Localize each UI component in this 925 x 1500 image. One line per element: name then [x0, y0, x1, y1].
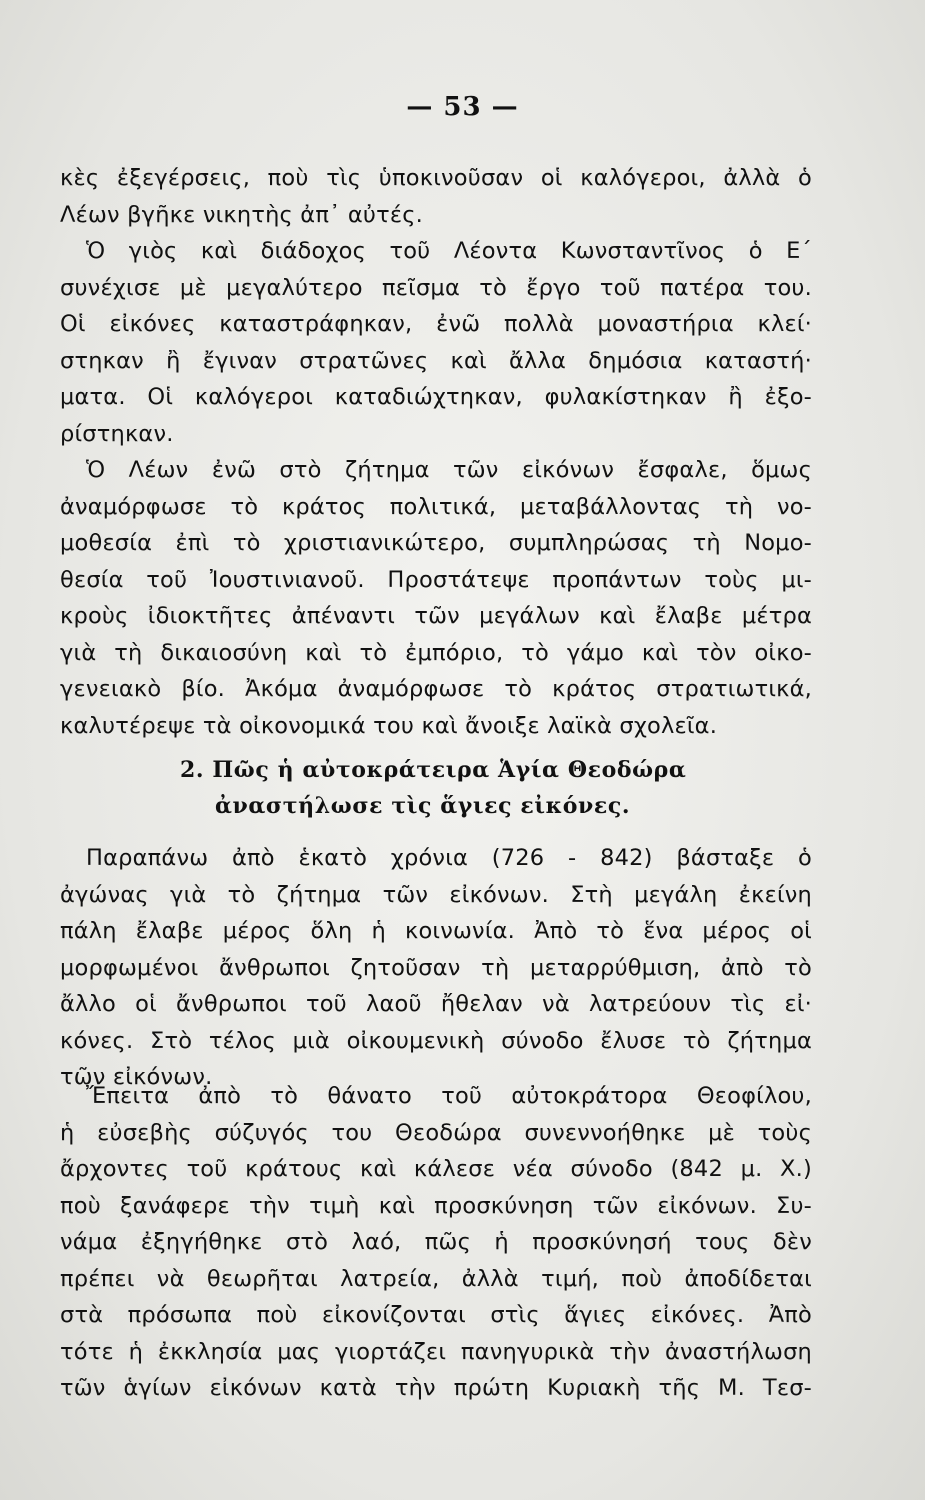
text-line: στηκαν ἢ ἔγιναν στρατῶνες καὶ ἄλλα δημόσια καταστή· — [60, 347, 812, 374]
text-line: Ὁ Λέων ἐνῶ στὸ ζήτημα τῶν εἰκόνων ἔσφαλε, ὅμως — [86, 457, 812, 483]
paragraph-3 — [60, 452, 812, 744]
text-line: κροὺς ἰδιοκτῆτες ἀπέναντι τῶν μεγάλων καὶ ἔλαβε μέτρα — [60, 603, 812, 629]
text-line: ἄλλο οἱ ἄνθρωποι τοῦ λαοῦ ἤθελαν νὰ λατρεύουν τὶς εἰ· — [60, 991, 812, 1017]
text-line: γιὰ τὴ δικαιοσύνη καὶ τὸ ἐμπόριο, τὸ γάμο καὶ τὸν οἰκο- — [60, 639, 812, 666]
text-line: Παραπάνω ἀπὸ ἑκατὸ χρόνια (726 - 842) βάσταξε ὁ — [86, 845, 812, 871]
text-line: πρέπει νὰ θεωρῆται λατρεία, ἀλλὰ τιμή, ποὺ ἀποδίδεται — [60, 1265, 812, 1292]
text-line: Ἔπειτα ἀπὸ τὸ θάνατο τοῦ αὐτοκράτορα Θεοφίλου, — [86, 1083, 812, 1109]
text-line: ἄρχοντες τοῦ κράτους καὶ κάλεσε νέα σύνοδο (842 μ. Χ.) — [60, 1156, 812, 1182]
text-line: νάμα ἐξηγήθηκε στὸ λαό, πῶς ἡ προσκύνησή τους δὲν — [60, 1229, 812, 1255]
text-line: ἀγώνας γιὰ τὸ ζήτημα τῶν εἰκόνων. Στὴ μεγάλη ἐκείνη — [60, 881, 812, 908]
heading-line: ἀναστήλωσε τὶς ἅγιες εἰκόνες. — [215, 793, 631, 819]
text-line: κόνες. Στὸ τέλος μιὰ οἰκουμενικὴ σύνοδο ἔλυσε τὸ ζήτημα — [60, 1027, 812, 1054]
text-line: ματα. Οἱ καλόγεροι καταδιώχτηκαν, φυλακίστηκαν ἢ ἐξο- — [60, 384, 812, 410]
text-line: τότε ἡ ἐκκλησία μας γιορτάζει πανηγυρικὰ τὴν ἀναστήλωση — [60, 1338, 812, 1365]
text-line: ρίστηκαν. — [60, 420, 174, 447]
text-line: κὲς ἐξεγέρσεις, ποὺ τὶς ὑποκινοῦσαν οἱ καλόγεροι, ἀλλὰ ὁ — [60, 165, 812, 191]
section-heading — [60, 752, 812, 824]
text-line: τῶν ἁγίων εἰκόνων κατὰ τὴν πρώτη Κυριακὴ τῆς Μ. Τεσ- — [60, 1375, 812, 1401]
text-line: στὰ πρόσωπα ποὺ εἰκονίζονται στὶς ἅγιες εἰκόνες. Ἀπὸ — [60, 1302, 812, 1328]
text-line: καλυτέρεψε τὰ οἰκονομικά του καὶ ἄνοιξε λαϊκὰ σχολεῖα. — [60, 712, 718, 739]
text-line: ποὺ ξανάφερε τὴν τιμὴ καὶ προσκύνηση τῶν εἰκόνων. Συ- — [60, 1192, 812, 1219]
text-line: συνέχισε μὲ μεγαλύτερο πεῖσμα τὸ ἔργο τοῦ πατέρα του. — [60, 274, 812, 301]
text-line: Οἱ εἰκόνες καταστράφηκαν, ἐνῶ πολλὰ μοναστήρια κλεί· — [60, 311, 812, 337]
text-line: πάλη ἔλαβε μέρος ὅλη ἡ κοινωνία. Ἀπὸ τὸ ἕνα μέρος οἱ — [60, 918, 812, 944]
text-line: τῶν εἰκόνων. — [60, 1064, 213, 1090]
paragraph-1 — [60, 160, 812, 233]
page-number: — 53 — — [406, 92, 519, 122]
paragraph-5 — [60, 1078, 812, 1407]
text-line: γενειακὸ βίο. Ἀκόμα ἀναμόρφωσε τὸ κράτος στρατιωτικά, — [60, 676, 812, 702]
paragraph-2 — [60, 233, 812, 452]
paragraph-4 — [60, 840, 812, 1096]
text-line: θεσία τοῦ Ἰουστινιανοῦ. Προστάτεψε προπάντων τοὺς μι- — [60, 566, 812, 593]
text-line: ἀναμόρφωσε τὸ κράτος πολιτικά, μεταβάλλοντας τὴ νο- — [60, 493, 812, 520]
text-line: μορφωμένοι ἄνθρωποι ζητοῦσαν τὴ μεταρρύθμιση, ἀπὸ τὸ — [60, 954, 812, 981]
text-line: μοθεσία ἐπὶ τὸ χριστιανικώτερο, συμπληρώσας τὴ Νομο- — [60, 530, 812, 556]
text-line: Ὁ γιὸς καὶ διάδοχος τοῦ Λέοντα Κωνσταντῖνος ὁ Ε΄ — [86, 238, 812, 264]
heading-line: 2. Πῶς ἡ αὐτοκράτειρα Ἁγία Θεοδώρα — [180, 757, 687, 783]
text-line: Λέων βγῆκε νικητὴς ἀπ᾽ αὐτές. — [60, 201, 423, 228]
text-line: ἡ εὐσεβὴς σύζυγός του Θεοδώρα συνεννοήθηκε μὲ τοὺς — [60, 1119, 812, 1146]
